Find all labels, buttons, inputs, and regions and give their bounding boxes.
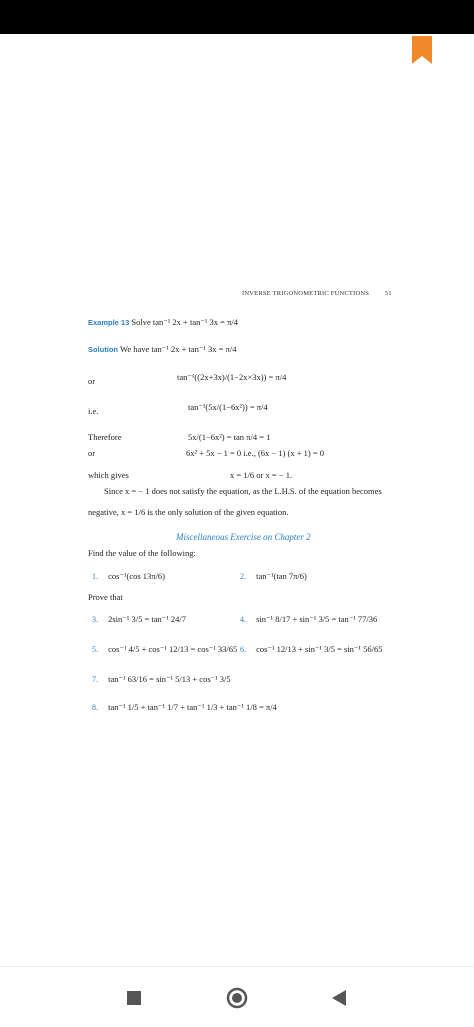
solution-line1: We have tan⁻¹ 2x + tan⁻¹ 3x = π/4 — [119, 344, 237, 354]
question-4-text: sin⁻¹ 8/17 + sin⁻¹ 3/5 = tan⁻¹ 77/36 — [256, 614, 378, 624]
question-6-text: cos⁻¹ 12/13 + sin⁻¹ 3/5 = sin⁻¹ 56/65 — [256, 644, 383, 654]
solution-line — [88, 344, 236, 355]
question-7-number: 7. — [92, 675, 98, 684]
ie-label: i.e. — [88, 406, 99, 416]
negative-text: negative, x = 1/6 is the only solution of the given equation. — [88, 507, 289, 517]
question-5 — [92, 644, 237, 655]
question-4-number: 4. — [240, 615, 246, 624]
example-line — [88, 317, 238, 328]
therefore-expression: 5x/(1−6x²) = tan π/4 = 1 — [188, 432, 271, 442]
gives-label: which gives — [88, 470, 129, 480]
since-text: Since x = − 1 does not satisfy the equation, as the L.H.S. of the equation becomes — [104, 486, 382, 496]
page-number: 51 — [384, 290, 392, 297]
question-8-number: 8. — [92, 703, 98, 712]
question-5-number: 5. — [92, 645, 98, 654]
therefore-label: Therefore — [88, 432, 122, 442]
square-icon[interactable] — [126, 990, 142, 1006]
question-3 — [92, 614, 186, 625]
or1-label: or — [88, 376, 96, 386]
navigation-bar — [0, 966, 474, 1027]
question-6 — [240, 644, 382, 655]
question-3-text: 2sin⁻¹ 3/5 = tan⁻¹ 24/7 — [108, 614, 187, 624]
example-text: Solve tan⁻¹ 2x + tan⁻¹ 3x = π/4 — [131, 317, 238, 327]
find-text: Find the value of the following: — [88, 548, 196, 558]
status-bar — [0, 0, 474, 34]
question-7 — [92, 674, 231, 685]
triangle-back-icon[interactable] — [330, 989, 348, 1007]
running-header — [242, 290, 392, 297]
question-8-text: tan⁻¹ 1/5 + tan⁻¹ 1/7 + tan⁻¹ 1/3 + tan⁻¹ 1/8 = π/4 — [108, 702, 277, 712]
question-2-text: tan⁻¹(tan 7π/6) — [256, 571, 307, 581]
or2-expression: 6x² + 5x − 1 = 0 i.e., (6x − 1) (x + 1) = 0 — [186, 448, 325, 458]
example-label: Example 13 — [88, 318, 130, 327]
question-8 — [92, 702, 277, 713]
or2-label: or — [88, 448, 96, 458]
question-1 — [92, 571, 165, 582]
question-3-number: 3. — [92, 615, 98, 624]
solution-label: Solution — [88, 345, 118, 354]
or1-expression: tan⁻¹((2x+3x)/(1−2x×3x)) = π/4 — [177, 372, 287, 382]
question-7-text: tan⁻¹ 63/16 = sin⁻¹ 5/13 + cos⁻¹ 3/5 — [108, 674, 231, 684]
question-2-number: 2. — [240, 572, 246, 581]
document-page — [0, 34, 474, 964]
header-title: INVERSE TRIGONOMETRIC FUNCTIONS — [242, 290, 370, 297]
question-6-number: 6. — [240, 645, 246, 654]
question-4 — [240, 614, 377, 625]
question-2 — [240, 571, 307, 582]
ie-expression: tan⁻¹(5x/(1−6x²)) = π/4 — [188, 402, 268, 412]
misc-title: Miscellaneous Exercise on Chapter 2 — [176, 532, 311, 542]
circle-icon[interactable] — [226, 987, 248, 1009]
question-1-number: 1. — [92, 572, 98, 581]
question-5-text: cos⁻¹ 4/5 + cos⁻¹ 12/13 = cos⁻¹ 33/65 — [108, 644, 238, 654]
gives-expression: x = 1/6 or x = − 1. — [230, 470, 293, 480]
question-1-text: cos⁻¹(cos 13π/6) — [108, 571, 166, 581]
prove-text: Prove that — [88, 592, 123, 602]
